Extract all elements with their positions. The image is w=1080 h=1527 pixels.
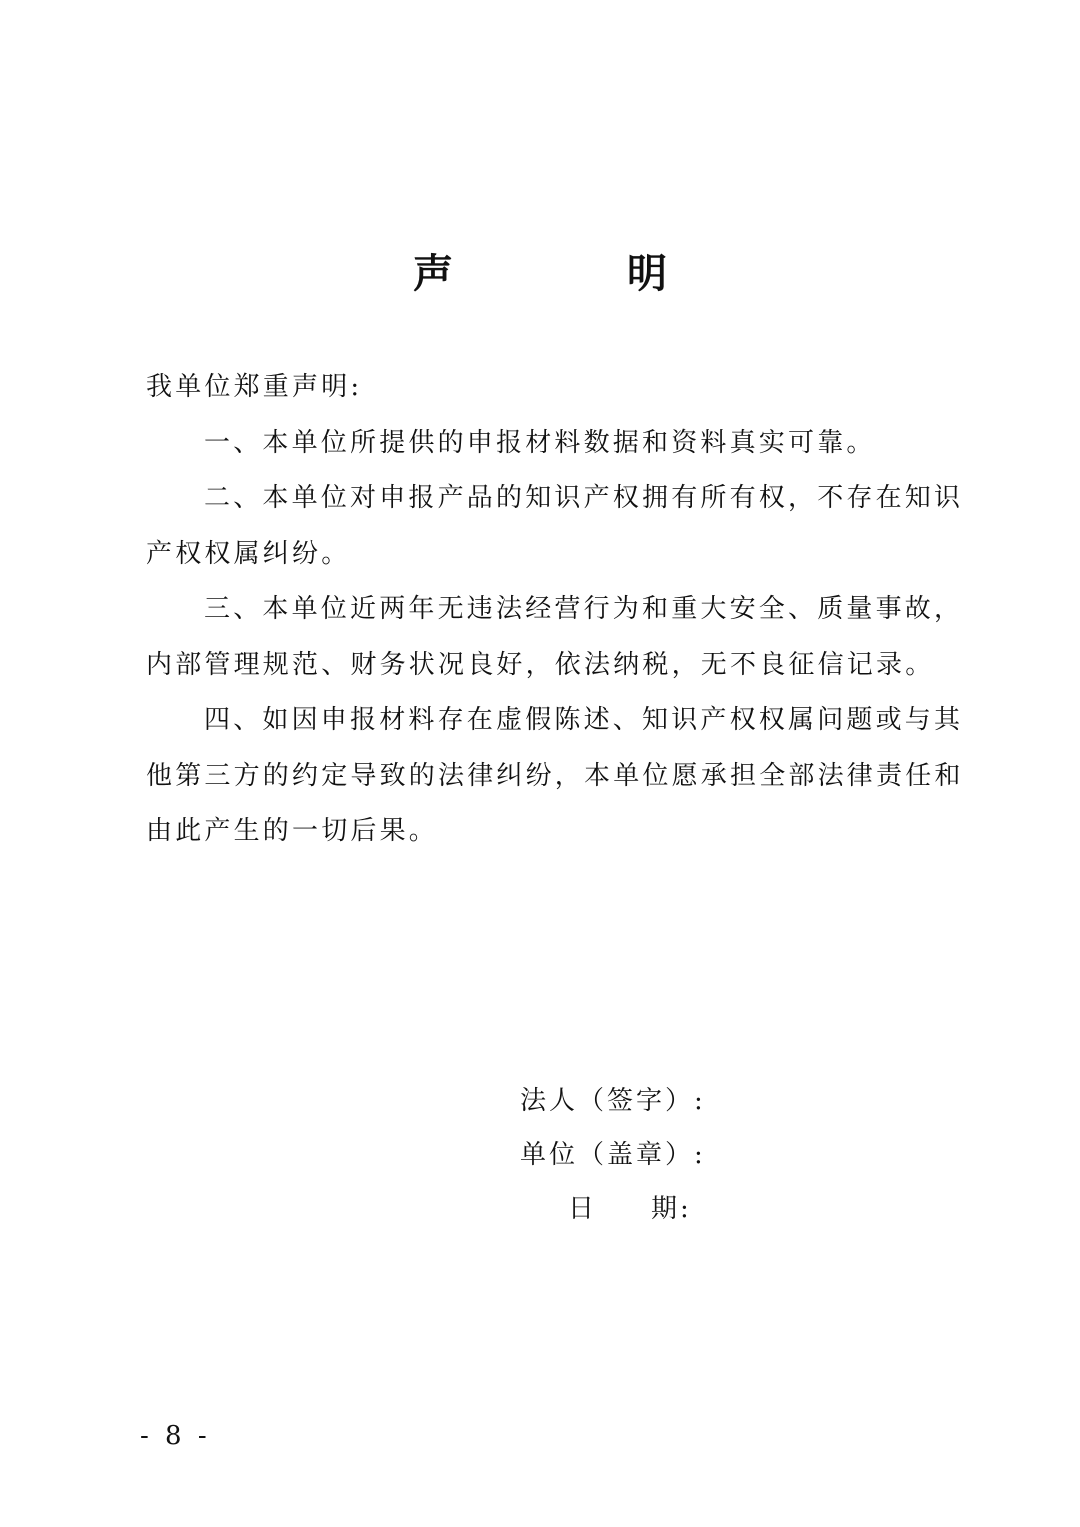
clause-2: 二、本单位对申报产品的知识产权拥有所有权，不存在知识产权权属纠纷。: [146, 483, 964, 569]
clause-1: 一、本单位所提供的申报材料数据和资料真实可靠。: [204, 427, 876, 458]
clause-3: 三、本单位近两年无违法经营行为和重大安全、质量事故，内部管理规范、财务状况良好，依法纳税，无不良征信记录。: [146, 594, 964, 680]
clause-4: 四、如因申报材料存在虚假陈述、知识产权权属问题或与其他第三方的约定导致的法律纠纷，本单位愿承担全部法律责任和由此产生的一切后果。: [146, 705, 964, 846]
signature-block: [520, 1074, 820, 1236]
date-label-char-1: 日: [568, 1194, 598, 1224]
date-label-char-2: 期:: [651, 1194, 692, 1224]
declaration-body: [146, 360, 966, 860]
opening-line: 我单位郑重声明:: [146, 372, 363, 402]
date-line: [520, 1182, 820, 1236]
page-number: - 8 -: [140, 1421, 211, 1451]
unit-seal-line: 单位（盖章）:: [520, 1140, 706, 1170]
document-title: 声 明: [413, 250, 747, 297]
legal-person-signature-line: 法人（签字）:: [520, 1086, 706, 1116]
